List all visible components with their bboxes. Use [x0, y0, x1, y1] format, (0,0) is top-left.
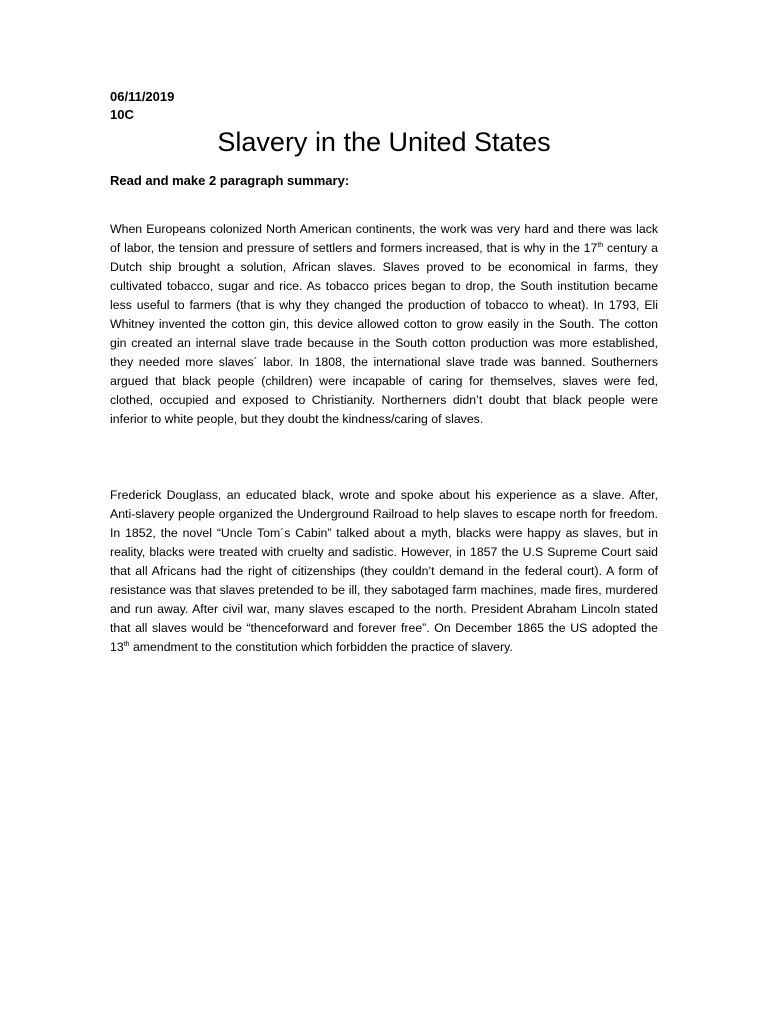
- paragraph-2-superscript: th: [123, 640, 130, 648]
- page-title: Slavery in the United States: [217, 127, 551, 157]
- paragraph-2-text-b: amendment to the constitution which forbidden the practice of slavery.: [129, 640, 513, 654]
- paragraph-1-text-b: century a Dutch ship brought a solution, African slaves. Slaves proved to be economical in farms, they cultivated tobacco, sugar and rice. As tobacco prices began to drop, the South institution became less useful to farmers (that is why they changed the production of tobacco to wheat). In 1793, Eli Whitney invented the cotton gin, this device allowed cotton to grow easily in the South. The cotton gin created an internal slave trade because in the South cotton production was more established, they needed more slaves´ labor. In 1808, the international slave trade was banned. Southerners argued that black people (children) were incapable of caring for themselves, slaves were fed, clothed, occupied and exposed to Christianity. Northerners didn’t doubt that black people were inferior to white people, but they doubt the kindness/caring of slaves.: [110, 241, 659, 426]
- paragraph-1-superscript: th: [597, 241, 604, 249]
- instruction-text: Read and make 2 paragraph summary:: [110, 173, 350, 188]
- class-code: 10C: [110, 107, 134, 122]
- paragraph-2: [110, 486, 658, 657]
- header-block: [110, 88, 174, 124]
- paragraph-1-text-a: When Europeans colonized North American continents, the work was very hard and there was lack of labor, the tension and pressure of settlers and formers increased, that is why in the 17: [110, 222, 658, 255]
- document-date: 06/11/2019: [110, 89, 175, 104]
- paragraph-2-text-a: Frederick Douglass, an educated black, wrote and spoke about his experience as a slave. After, Anti-slavery people organized the Underground Railroad to help slaves to escape north for freedom. In 1852, the novel “Uncle Tom´s Cabin” talked about a myth, blacks were happy as slaves, but in reality, blacks were treated with cruelty and sadistic. However, in 1857 the U.S Supreme Court said that all Africans had the right of citizenships (they couldn’t demand in the federal court). A form of resistance was that slaves pretended to be ill, they sabotaged farm machines, made fires, murdered and run away. After civil war, many slaves escaped to the north. President Abraham Lincoln stated that all slaves would be “thenceforward and forever free”. On December 1865 the US adopted the 13: [110, 488, 658, 654]
- paragraph-1: [110, 220, 658, 429]
